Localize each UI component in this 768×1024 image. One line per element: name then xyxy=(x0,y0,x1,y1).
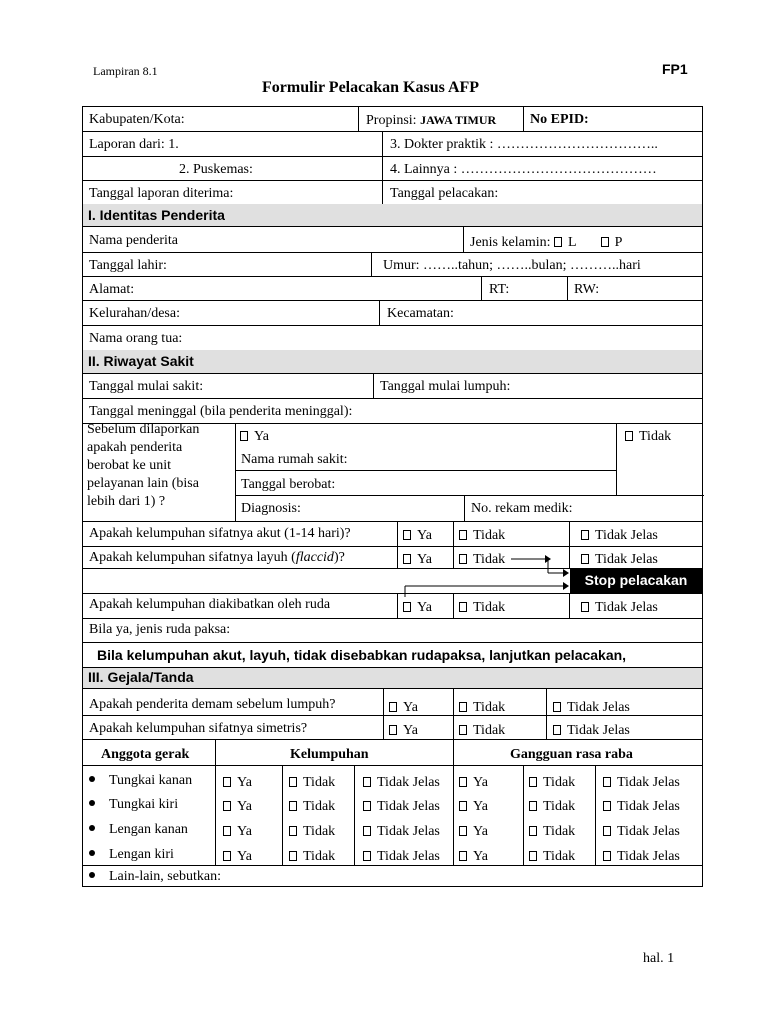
option-label: Ya xyxy=(473,849,488,864)
kabupaten-field[interactable]: Kabupaten/Kota: xyxy=(89,112,185,127)
option-label: Ya xyxy=(473,824,488,839)
kelumpuhan-ya-option xyxy=(223,775,252,791)
kelumpuhan-ya-option xyxy=(223,824,252,840)
lain-lain-field[interactable] xyxy=(89,869,221,885)
rasa-raba-tidak-jelas-option xyxy=(603,799,680,815)
laporan-dokter-praktik[interactable]: 3. Dokter praktik : …………………………….. xyxy=(390,137,658,152)
ya-label: Ya xyxy=(417,552,432,567)
lain-lain-label: Lain-lain, sebutkan: xyxy=(109,869,221,884)
option-p-label: P xyxy=(614,235,623,250)
checkbox-kelumpuhan-tidak-jelas[interactable] xyxy=(363,851,371,861)
tidak-label: Tidak xyxy=(473,552,506,567)
propinsi-field[interactable] xyxy=(366,112,496,129)
kelumpuhan-tidak-jelas-option xyxy=(363,799,440,815)
checkbox-simetris-ya[interactable] xyxy=(389,725,397,735)
option-label: Tidak xyxy=(543,799,576,814)
kelumpuhan-ya-option xyxy=(223,849,252,865)
checkbox-ruda-tidak[interactable] xyxy=(459,602,467,612)
propinsi-label: Propinsi: xyxy=(366,113,417,128)
checkbox-l[interactable] xyxy=(554,237,562,247)
checkbox-kelumpuhan-ya[interactable] xyxy=(223,851,231,861)
checkbox-rasa-raba-ya[interactable] xyxy=(459,801,467,811)
option-label: Tidak xyxy=(543,775,576,790)
kelumpuhan-tidak-jelas-option xyxy=(363,849,440,865)
kelumpuhan-tidak-option xyxy=(289,849,335,865)
rasa-raba-tidak-option xyxy=(529,849,575,865)
checkbox-kelumpuhan-ya[interactable] xyxy=(223,826,231,836)
limb-row-label xyxy=(89,822,188,838)
checkbox-kelumpuhan-ya[interactable] xyxy=(223,801,231,811)
checkbox-simetris-tidak-jelas[interactable] xyxy=(553,725,561,735)
tidak-label: Tidak xyxy=(473,528,506,543)
checkbox-rasa-raba-ya[interactable] xyxy=(459,826,467,836)
option-label: Ya xyxy=(473,799,488,814)
berobat-tidak-option xyxy=(625,429,671,445)
rt-field[interactable]: RT: xyxy=(489,282,510,297)
option-label: Tidak Jelas xyxy=(617,799,680,814)
checkbox-demam-tidak[interactable] xyxy=(459,702,467,712)
bullet-icon xyxy=(89,825,95,831)
tidak-jelas-label: Tidak Jelas xyxy=(567,700,630,715)
rasa-raba-ya-option xyxy=(459,799,488,815)
checkbox-ruda-tidak-jelas[interactable] xyxy=(581,602,589,612)
checkbox-rasa-raba-tidak-jelas[interactable] xyxy=(603,801,611,811)
demam-ya-option xyxy=(389,700,418,716)
checkbox-kelumpuhan-tidak[interactable] xyxy=(289,826,297,836)
option-label: Tidak xyxy=(303,824,336,839)
kelurahan-field[interactable]: Kelurahan/desa: xyxy=(89,306,180,321)
ruda-tidak-option xyxy=(459,600,505,616)
checkbox-kelumpuhan-tidak-jelas[interactable] xyxy=(363,777,371,787)
berobat-question-line-5: lebih dari 1) ? xyxy=(87,494,166,509)
berobat-question-line-2: apakah penderita xyxy=(87,440,183,455)
berobat-ya-option xyxy=(240,429,269,445)
section-riwayat-heading: II. Riwayat Sakit xyxy=(88,353,194,369)
limb-row-label xyxy=(89,797,178,813)
akut-tidak-option xyxy=(459,528,505,544)
option-label: Tidak Jelas xyxy=(617,849,680,864)
umur-field[interactable]: Umur: ……..tahun; ……..bulan; ………..hari xyxy=(383,258,641,273)
option-label: Ya xyxy=(237,799,252,814)
checkbox-rasa-raba-ya[interactable] xyxy=(459,851,467,861)
nama-penderita-field[interactable]: Nama penderita xyxy=(89,233,179,248)
page-number: hal. 1 xyxy=(643,951,675,966)
tidak-label: Tidak xyxy=(473,700,506,715)
limb-name: Lengan kiri xyxy=(109,847,174,862)
option-label: Tidak xyxy=(303,799,336,814)
option-label: Tidak Jelas xyxy=(377,775,440,790)
ya-label: Ya xyxy=(417,528,432,543)
ya-label: Ya xyxy=(403,723,418,738)
kelumpuhan-tidak-option xyxy=(289,799,335,815)
tanggal-pelacakan-field[interactable]: Tanggal pelacakan: xyxy=(390,186,499,201)
rasa-raba-ya-option xyxy=(459,849,488,865)
jenis-ruda-field[interactable]: Bila ya, jenis ruda paksa: xyxy=(89,622,231,637)
checkbox-rasa-raba-tidak-jelas[interactable] xyxy=(603,826,611,836)
lampiran-label: Lampiran 8.1 xyxy=(93,64,158,78)
simetris-question: Apakah kelumpuhan sifatnya simetris? xyxy=(89,721,308,736)
simetris-tidak-jelas-option xyxy=(553,723,630,739)
ya-label: Ya xyxy=(417,600,432,615)
form-title: Formulir Pelacakan Kasus AFP xyxy=(262,79,480,96)
akut-question: Apakah kelumpuhan sifatnya akut (1-14 hari)? xyxy=(89,526,351,541)
layuh-text-a: Apakah kelumpuhan sifatnya layuh ( xyxy=(89,550,296,565)
limb-row-label xyxy=(89,847,174,863)
berobat-question-line-4: pelayanan lain (bisa xyxy=(87,476,199,491)
simetris-ya-option xyxy=(389,723,418,739)
checkbox-rasa-raba-tidak-jelas[interactable] xyxy=(603,777,611,787)
demam-tidak-option xyxy=(459,700,505,716)
bullet-icon xyxy=(89,776,95,782)
checkbox-berobat-ya[interactable] xyxy=(240,431,248,441)
checkbox-rasa-raba-tidak[interactable] xyxy=(529,801,537,811)
tidak-label: Tidak xyxy=(473,723,506,738)
rasa-raba-tidak-option xyxy=(529,775,575,791)
tanggal-mulai-lumpuh-field[interactable]: Tanggal mulai lumpuh: xyxy=(380,379,511,394)
col-kelumpuhan: Kelumpuhan xyxy=(290,747,369,762)
ya-label: Ya xyxy=(254,429,269,444)
checkbox-rasa-raba-tidak[interactable] xyxy=(529,777,537,787)
propinsi-value: JAWA TIMUR xyxy=(420,113,497,127)
rumah-sakit-field[interactable]: Nama rumah sakit: xyxy=(241,452,348,467)
option-l-label: L xyxy=(568,235,577,250)
option-label: Tidak xyxy=(543,824,576,839)
option-label: Tidak xyxy=(303,775,336,790)
ruda-question: Apakah kelumpuhan diakibatkan oleh ruda xyxy=(89,597,331,612)
tidak-jelas-label: Tidak Jelas xyxy=(567,723,630,738)
tidak-jelas-label: Tidak Jelas xyxy=(595,552,658,567)
afp-form xyxy=(82,106,703,887)
akut-ya-option xyxy=(403,528,432,544)
col-gangguan-rasa-raba: Gangguan rasa raba xyxy=(510,747,633,762)
akut-tidak-jelas-option xyxy=(581,528,658,544)
option-label: Ya xyxy=(237,849,252,864)
alamat-field[interactable]: Alamat: xyxy=(89,282,135,297)
option-label: Tidak xyxy=(303,849,336,864)
rw-field[interactable]: RW: xyxy=(574,282,600,297)
nama-orang-tua-field[interactable]: Nama orang tua: xyxy=(89,331,183,346)
kelumpuhan-tidak-option xyxy=(289,775,335,791)
option-label: Tidak Jelas xyxy=(377,799,440,814)
option-label: Ya xyxy=(473,775,488,790)
option-label: Tidak Jelas xyxy=(617,775,680,790)
tanggal-berobat-field[interactable]: Tanggal berobat: xyxy=(241,477,336,492)
checkbox-demam-ya[interactable] xyxy=(389,702,397,712)
limb-name: Lengan kanan xyxy=(109,822,188,837)
kelumpuhan-tidak-jelas-option xyxy=(363,775,440,791)
bullet-icon xyxy=(89,872,95,878)
checkbox-kelumpuhan-ya[interactable] xyxy=(223,777,231,787)
kelumpuhan-tidak-option xyxy=(289,824,335,840)
checkbox-rasa-raba-tidak[interactable] xyxy=(529,851,537,861)
section-gejala-heading: III. Gejala/Tanda xyxy=(88,669,194,685)
simetris-tidak-option xyxy=(459,723,505,739)
rasa-raba-tidak-jelas-option xyxy=(603,775,680,791)
rekam-medik-field[interactable]: No. rekam medik: xyxy=(471,501,573,516)
checkbox-akut-ya[interactable] xyxy=(403,530,411,540)
checkbox-berobat-tidak[interactable] xyxy=(625,431,633,441)
checkbox-akut-tidak-jelas[interactable] xyxy=(581,530,589,540)
kelumpuhan-tidak-jelas-option xyxy=(363,824,440,840)
laporan-puskesmas[interactable]: 2. Puskemas: xyxy=(179,162,253,177)
option-label: Tidak Jelas xyxy=(617,824,680,839)
option-label: Tidak xyxy=(543,849,576,864)
layuh-text-flaccid: flaccid xyxy=(295,550,334,565)
bullet-icon xyxy=(89,850,95,856)
rasa-raba-tidak-option xyxy=(529,824,575,840)
berobat-question-line-1: Sebelum dilaporkan xyxy=(87,422,200,437)
checkbox-rasa-raba-ya[interactable] xyxy=(459,777,467,787)
ruda-ya-option xyxy=(403,600,432,616)
tanggal-lahir-field[interactable]: Tanggal lahir: xyxy=(89,258,167,273)
jenis-kelamin-field xyxy=(470,235,622,251)
checkbox-kelumpuhan-tidak[interactable] xyxy=(289,801,297,811)
kecamatan-field[interactable]: Kecamatan: xyxy=(387,306,454,321)
checkbox-simetris-tidak[interactable] xyxy=(459,725,467,735)
limb-name: Tungkai kiri xyxy=(109,797,179,812)
bullet-icon xyxy=(89,800,95,806)
checkbox-kelumpuhan-tidak[interactable] xyxy=(289,777,297,787)
option-label: Ya xyxy=(237,775,252,790)
checkbox-kelumpuhan-tidak-jelas[interactable] xyxy=(363,801,371,811)
ya-label: Ya xyxy=(403,700,418,715)
layuh-text-c: )? xyxy=(333,550,345,565)
diagnosis-field[interactable]: Diagnosis: xyxy=(241,501,301,516)
checkbox-demam-tidak-jelas[interactable] xyxy=(553,702,561,712)
kelumpuhan-ya-option xyxy=(223,799,252,815)
tidak-jelas-label: Tidak Jelas xyxy=(595,600,658,615)
tanggal-mulai-sakit-field[interactable]: Tanggal mulai sakit: xyxy=(89,379,204,394)
stop-pelacakan-label: Stop pelacakan xyxy=(570,568,702,593)
tidak-jelas-label: Tidak Jelas xyxy=(595,528,658,543)
demam-question: Apakah penderita demam sebelum lumpuh? xyxy=(89,697,336,712)
berobat-question-line-3: berobat ke unit xyxy=(87,458,171,473)
rasa-raba-tidak-option xyxy=(529,799,575,815)
option-label: Tidak Jelas xyxy=(377,824,440,839)
checkbox-kelumpuhan-tidak[interactable] xyxy=(289,851,297,861)
checkbox-ruda-ya[interactable] xyxy=(403,602,411,612)
ruda-tidak-jelas-option xyxy=(581,600,658,616)
tanggal-meninggal-field[interactable]: Tanggal meninggal (bila penderita meninggal): xyxy=(89,404,353,419)
limb-name: Tungkai kanan xyxy=(109,773,193,788)
checkbox-kelumpuhan-tidak-jelas[interactable] xyxy=(363,826,371,836)
option-label: Tidak Jelas xyxy=(377,849,440,864)
section-identitas-heading: I. Identitas Penderita xyxy=(88,207,225,223)
tanggal-laporan-field[interactable]: Tanggal laporan diterima: xyxy=(89,186,234,201)
jenis-kelamin-label: Jenis kelamin: xyxy=(470,235,551,250)
form-code: FP1 xyxy=(662,61,688,77)
limb-row-label xyxy=(89,773,192,789)
col-anggota-gerak: Anggota gerak xyxy=(101,747,190,762)
checkbox-akut-tidak[interactable] xyxy=(459,530,467,540)
option-label: Ya xyxy=(237,824,252,839)
lanjut-pelacakan-note: Bila kelumpuhan akut, layuh, tidak disebabkan rudapaksa, lanjutkan pelacakan, xyxy=(97,647,627,663)
no-epid-field[interactable]: No EPID: xyxy=(530,112,589,127)
rasa-raba-ya-option xyxy=(459,775,488,791)
rasa-raba-ya-option xyxy=(459,824,488,840)
laporan-dari-1[interactable]: Laporan dari: 1. xyxy=(89,137,179,152)
demam-tidak-jelas-option xyxy=(553,700,630,716)
rasa-raba-tidak-jelas-option xyxy=(603,824,680,840)
rasa-raba-tidak-jelas-option xyxy=(603,849,680,865)
tidak-label: Tidak xyxy=(473,600,506,615)
checkbox-rasa-raba-tidak-jelas[interactable] xyxy=(603,851,611,861)
laporan-lainnya[interactable]: 4. Lainnya : …………………………………… xyxy=(390,162,657,177)
checkbox-rasa-raba-tidak[interactable] xyxy=(529,826,537,836)
checkbox-p[interactable] xyxy=(601,237,609,247)
tidak-label: Tidak xyxy=(639,429,672,444)
